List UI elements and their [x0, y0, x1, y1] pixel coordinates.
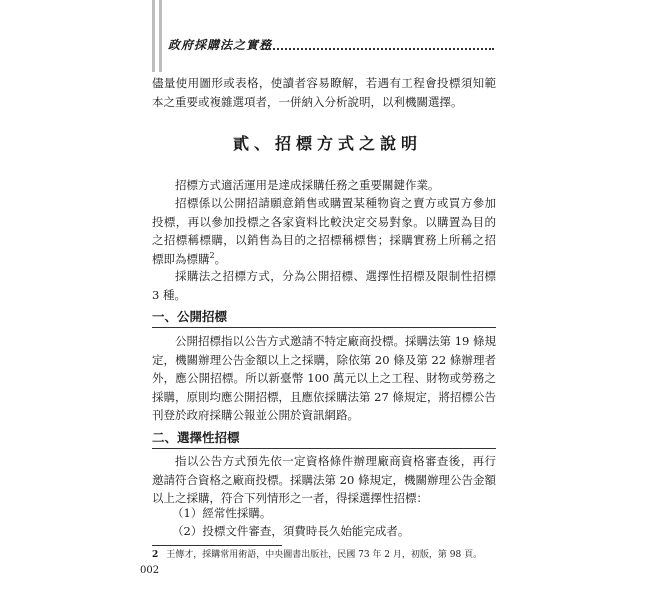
section-paragraph-2-end: 。 [214, 251, 227, 266]
intro-paragraph: 儘量使用圖形或表格，使讀者容易瞭解，若遇有工程會投標須知範本之重要或複雜選項者，一併納入分析說明，以利機關選擇。 [152, 76, 496, 109]
footnote-number: 2 [152, 550, 159, 560]
section-paragraph-2-text: 招標係以公開招請願意銷售或購置某種物資之賣方或買方參加投標，再以參加投標之各家資料比較決定交易對象。以購置為目的之招標稱標購，以銷售為目的之招標稱標售；採購實務上所稱之招標即為標購 [152, 196, 496, 266]
header-dotted-rule [262, 48, 494, 50]
section-paragraph-2 [152, 194, 496, 268]
section-paragraph-1: 招標方式適活運用是達成採購任務之重要關鍵作業。 [175, 178, 440, 192]
subsection-heading-selective-tender: 二、選擇性招標 [152, 428, 496, 449]
footnote-text: 王傳才，採購常用術語，中央圖書出版社，民國 73 年 2 月，初版，第 98 頁。 [166, 550, 483, 560]
footnote-rule [152, 545, 282, 546]
public-tender-paragraph: 公開招標指以公告方式邀請不特定廠商投標。採購法第 19 條規定，機關辦理公告金額以上之採購，除依第 20 條及第 22 條辦理者外，應公開招標。所以新臺幣 100 萬元以上之工程、財物或勞務之採購，原則均應公開招標，且應依採購法第 27 條規定，將招標公告刊登於政府採購公報並公開於資訊網路。 [152, 334, 496, 422]
section-title: 貳、招標方式之說明 [232, 134, 422, 153]
page-number: 002 [140, 565, 160, 576]
header-decoration-bar [152, 0, 155, 72]
footnote-reference: 2 [209, 250, 215, 260]
running-title: 政府採購法之實務 [168, 38, 273, 52]
header-decoration-bar [159, 0, 162, 72]
footnote [152, 549, 496, 562]
list-item: （2）投標文件審查，須費時長久始能完成者。 [172, 524, 410, 538]
selective-tender-paragraph: 指以公告方式預先依一定資格條件辦理廠商資格審查後，再行邀請符合資格之廠商投標。採購法第 20 條規定，機關辦理公告金額以上之採購，符合下列情形之一者，得採選擇性招標： [152, 454, 496, 505]
section-paragraph-3: 採購法之招標方式，分為公開招標、選擇性招標及限制性招標 3 種。 [152, 269, 496, 302]
list-item: （1）經常性採購。 [172, 506, 272, 520]
subsection-heading-public-tender: 一、公開招標 [152, 307, 496, 328]
